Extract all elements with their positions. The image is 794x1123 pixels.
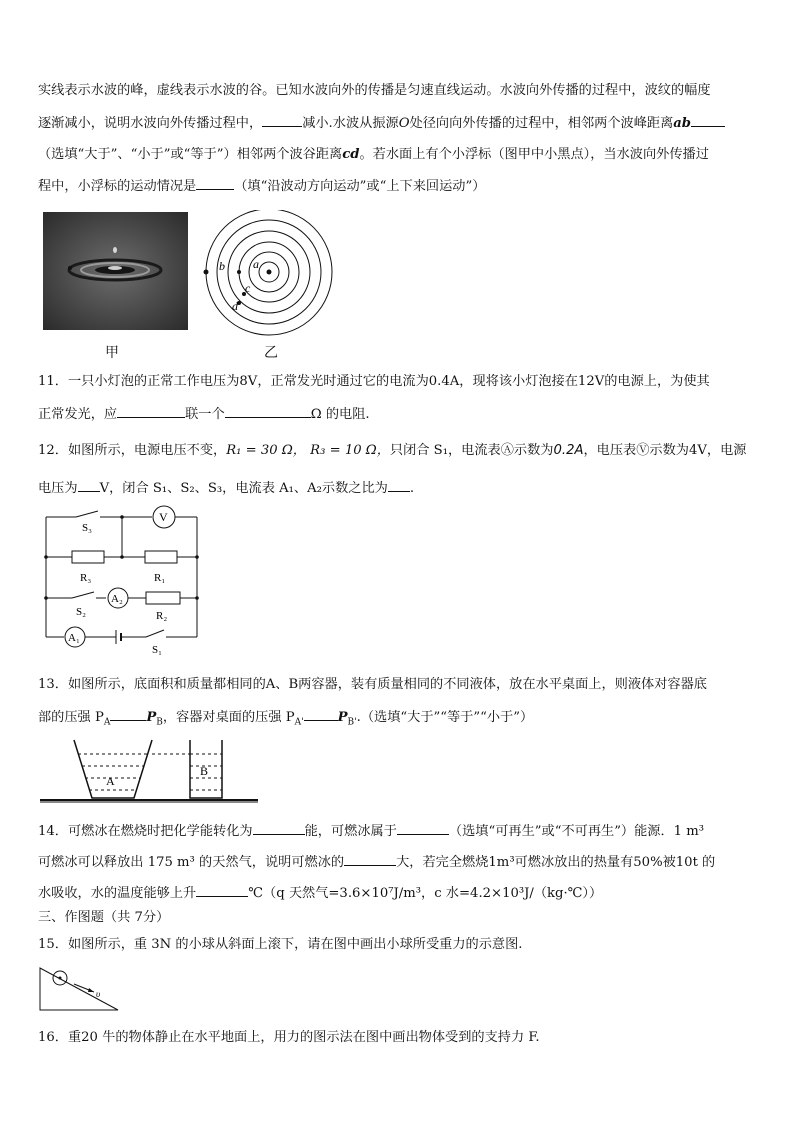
label-s1: S₁	[152, 644, 162, 655]
q14-line3: 水吸收，水的温度能够上升 ℃（q 天然气=3.6×10⁷J/m³，c 水=4.2×10³J/（kg·℃））	[38, 886, 603, 901]
label-s2: S₂	[76, 606, 86, 618]
label-container-a: A	[106, 774, 115, 788]
q14-line1: 14．可燃冰在燃烧时把化学能转化为 能，可燃冰属于 （选填“可再生”或“不可再生”）能源．1 m³	[38, 824, 705, 839]
q14-blank4[interactable]	[196, 884, 248, 897]
q14-blank2[interactable]	[397, 822, 449, 835]
q13-line2: 部的压强 $P_A$ $P_B$，容器对桌面的压强 $P_{A'}$ $P_{B'}$.（选填“大于”“等于”“小于”）	[38, 710, 534, 728]
fig-caption-jia: 甲	[105, 345, 119, 361]
q11-blank1[interactable]	[117, 405, 185, 418]
q12-blank1[interactable]	[78, 479, 100, 492]
label-velocity: υ	[96, 989, 101, 999]
q14-line2: 可燃冰可以释放出 175 m³ 的天然气，说明可燃冰的 大，若完全燃烧1m³可燃冰放出的热量有50%被10t 的	[38, 855, 716, 870]
q13-blank1[interactable]	[110, 708, 146, 721]
section-heading: 三、作图题（共 7分）	[38, 910, 170, 925]
label-d: d	[232, 299, 238, 313]
label-s3: S₃	[82, 522, 92, 534]
incline-diagram	[38, 964, 122, 1014]
label-container-b: B	[200, 764, 209, 778]
water-drop-photo	[43, 212, 188, 330]
label-c: c	[245, 281, 251, 295]
q10-line1: 实线表示水波的峰，虚线表示水波的谷。已知水波向外的传播是匀速直线运动。水波向外传播的过程中，波纹的幅度	[38, 83, 711, 98]
q10-blank2[interactable]	[691, 114, 725, 127]
label-r1: R₁	[154, 572, 166, 584]
q13-blank2[interactable]	[304, 708, 338, 721]
q12-blank2[interactable]	[388, 479, 410, 492]
wave-circles-diagram	[202, 210, 342, 338]
label-a: a	[253, 257, 259, 271]
containers-diagram	[40, 738, 262, 804]
q10-line4: 程中，小浮标的运动情况是 （填“沿波动方向运动”或“上下来回运动”）	[38, 179, 486, 194]
q10-blank1[interactable]	[262, 114, 302, 127]
q15-line1: 15．如图所示，重 3N 的小球从斜面上滚下，请在图中画出小球所受重力的示意图.	[38, 937, 523, 952]
q11-line1: 11．一只小灯泡的正常工作电压为8V，正常发光时通过它的电流为0.4A，现将该小灯泡接在12V的电源上，为使其	[38, 374, 710, 389]
label-a2: A₂	[111, 593, 123, 605]
q16-line1: 16．重20 牛的物体静止在水平地面上，用力的图示法在图中画出物体受到的支持力 F.	[38, 1030, 540, 1045]
label-b: b	[219, 259, 225, 273]
q13-line1: 13．如图所示，底面积和质量都相同的A、B两容器，装有质量相同的不同液体，放在水平桌面上，则液体对容器底	[38, 677, 707, 692]
q10-line3: （选填“大于”、“小于”或“等于”）相邻两个波谷距离cd。若水面上有个小浮标（图甲中小黑点），当水波向外传播过	[38, 147, 709, 162]
q12-line2: 电压为 V，闭合 S₁、S₂、S₃，电流表 A₁、A₂示数之比为 .	[38, 481, 415, 496]
q11-line2: 正常发光，应 联一个 Ω 的电阻.	[38, 407, 370, 422]
fig-caption-yi: 乙	[264, 345, 278, 361]
label-v: V	[159, 510, 168, 524]
label-r3: R₃	[80, 572, 92, 584]
label-r2: R₂	[156, 610, 168, 622]
circuit-diagram	[42, 505, 207, 655]
q11-blank2[interactable]	[225, 405, 311, 418]
q12-line1: 12．如图所示，电源电压不变，R₁ = 30 Ω， R₃ = 10 Ω，只闭合 S₁，电流表Ⓐ示数为0.2A，电压表Ⓥ示数为4V，电源	[38, 443, 747, 458]
q10-line2: 逐渐减小，说明水波向外传播过程中， 减小.水波从振源O处径向向外传播的过程中，相邻两个波峰距离ab	[38, 114, 756, 133]
q14-blank1[interactable]	[253, 822, 305, 835]
label-a1: A₁	[68, 632, 80, 644]
q10-blank3[interactable]	[196, 177, 234, 190]
q14-blank3[interactable]	[344, 853, 396, 866]
